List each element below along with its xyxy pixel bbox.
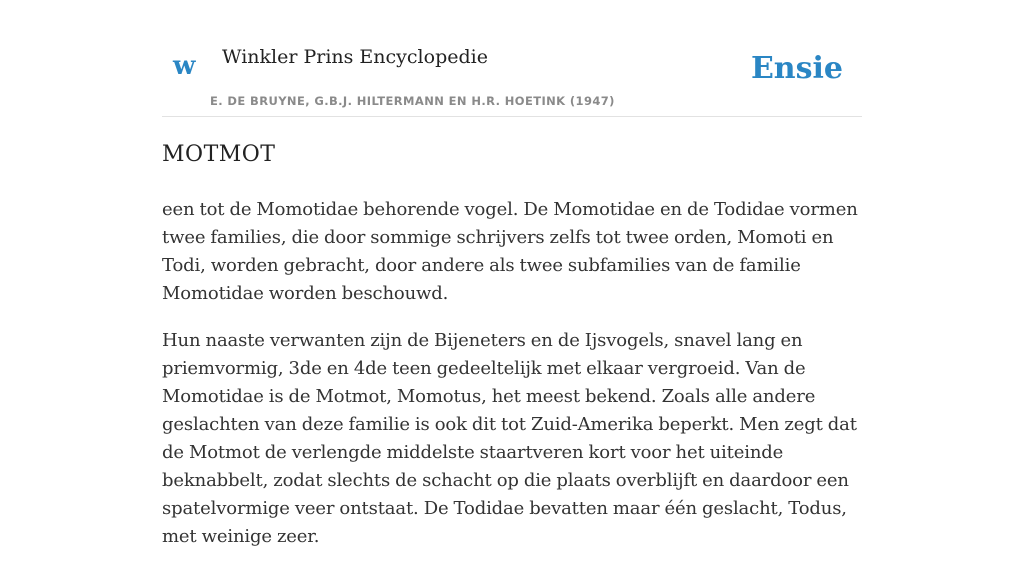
publication-title[interactable]: Winkler Prins Encyclopedie bbox=[222, 46, 488, 68]
ensie-logo[interactable]: Ensie bbox=[750, 51, 843, 86]
site-header bbox=[162, 0, 862, 117]
article-title: MOTMOT bbox=[162, 142, 276, 167]
publication-authors: E. DE BRUYNE, G.B.J. HILTERMANN EN H.R. HOETINK (1947) bbox=[210, 94, 615, 108]
publication-logo[interactable]: w bbox=[173, 51, 196, 81]
article-paragraph-1: een tot de Momotidae behorende vogel. De Momotidae en de Todidae vormen twee families, die door sommige schrijvers zelfs tot twee orden, Momoti en Todi, worden gebracht, door andere als twee subfamilies van de familie Momotidae worden beschouwd. bbox=[162, 199, 858, 304]
article-paragraph-2: Hun naaste verwanten zijn de Bijeneters en de Ijsvogels, snavel lang en priemvormig, 3de en 4de teen gedeeltelijk met elkaar vergroeid. Van de Momotidae is de Motmot, Momotus, het meest bekend. Zoals alle andere geslachten van deze familie is ook dit tot Zuid-Amerika beperkt. Men zegt dat de Motmot de verlengde middelste staartveren kort voor het uiteinde beknabbelt, zodat slechts de schacht op die plaats overblijft en daardoor een spatelvormige veer ontstaat. De Todidae bevatten maar één geslacht, Todus, met weinige zeer. bbox=[162, 330, 857, 547]
article bbox=[162, 140, 862, 570]
